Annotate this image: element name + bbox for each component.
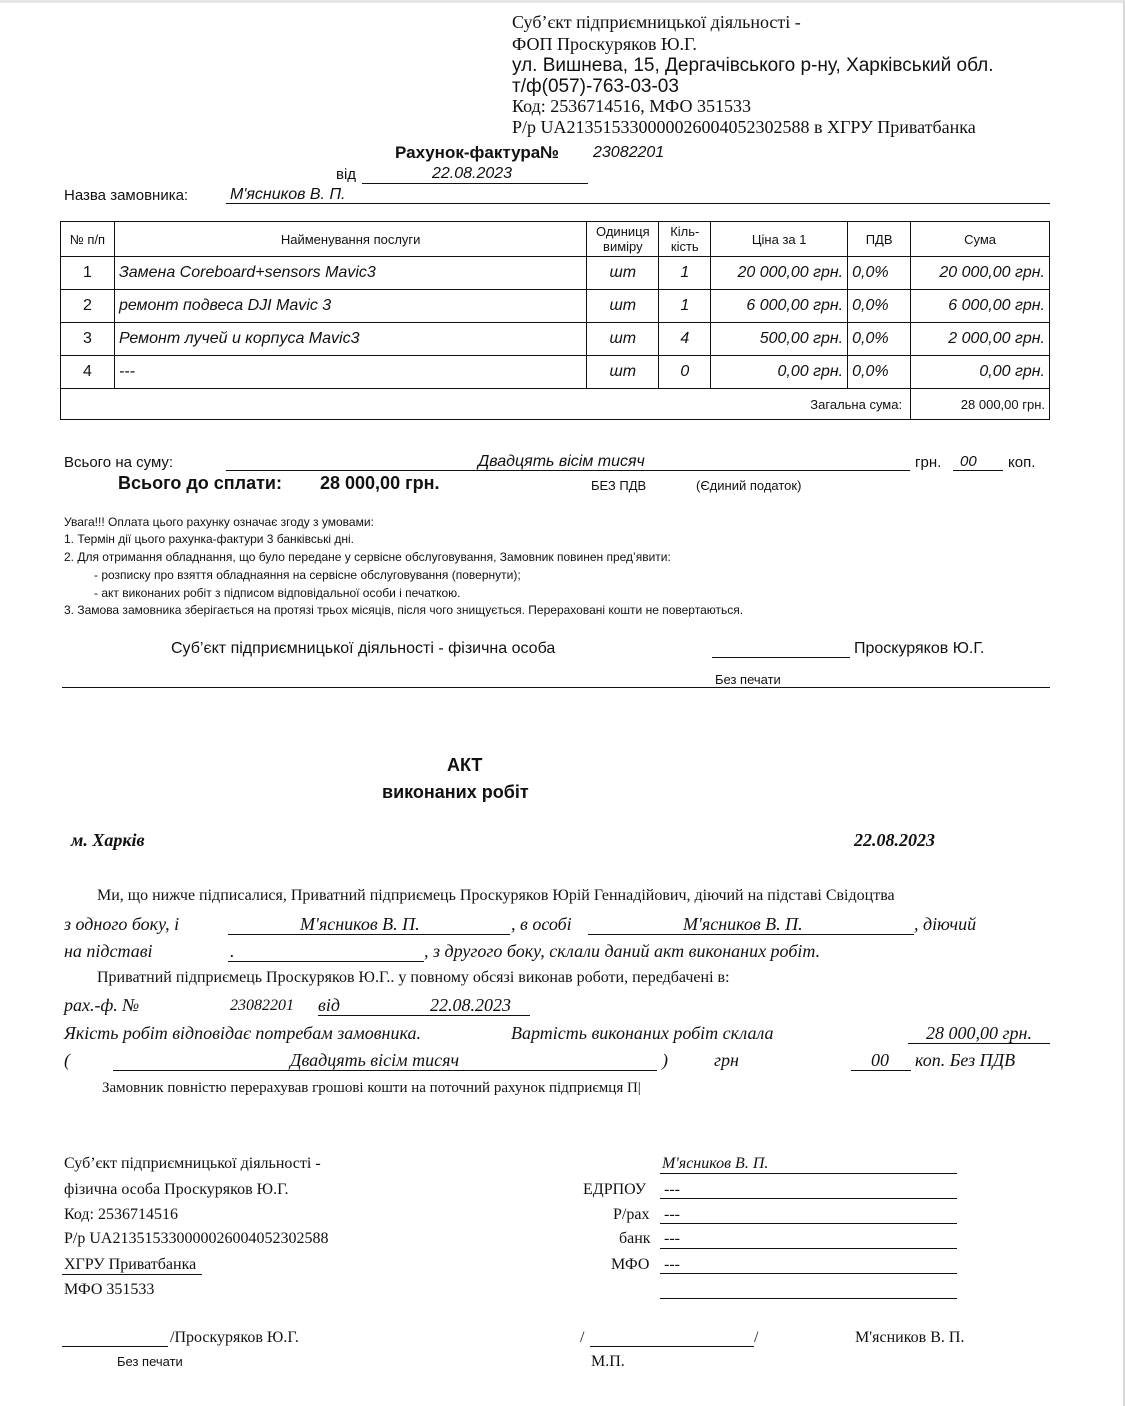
signature-entity: Суб’єкт підприємницької діяльності - фізична особа: [171, 640, 556, 657]
terms-line: 3. Замова замовника зберігається на протязі трьох місяців, після чого знищується. Перераховані кошти не повертаються.: [64, 603, 744, 617]
invoice-date: 22.08.2023: [432, 165, 513, 182]
mfo-label: МФО: [611, 1256, 650, 1273]
customer-sign-slash-right: /: [754, 1329, 759, 1346]
act-invoice-from: від: [318, 995, 340, 1015]
act-basis-value: .: [230, 941, 235, 961]
act-city: м. Харків: [71, 830, 145, 850]
invoice-title: Рахунок-фактура№: [395, 143, 560, 162]
act-in-person: , в особі: [511, 914, 572, 934]
invoice-date-underline: [362, 183, 588, 184]
table-row: [61, 356, 1050, 389]
act-paragraph-4: Приватний підприємець Проскуряков Ю.Г.. у повному обсязі виконав роботи, передбачені в:: [97, 969, 730, 986]
mfo-value: ---: [664, 1256, 680, 1273]
row-vat: 0,0%: [848, 290, 911, 323]
stamp-place: М.П.: [591, 1353, 625, 1370]
terms-line: - акт виконаних робіт з підписом відповідальної особи і печаткою.: [94, 586, 461, 600]
act-kop-underline: [851, 1070, 911, 1071]
act-paid: Замовник повністю перерахував грошові кошти на поточний рахунок підприємця П|: [102, 1080, 641, 1096]
act-basis-underline: [228, 961, 424, 962]
act-subtitle: виконаних робіт: [382, 782, 529, 802]
col-header-qty-1: Кіль-: [670, 224, 700, 239]
executor-signature-name: /Проскуряков Ю.Г.: [170, 1329, 299, 1346]
act-invoice-label: рах.-ф. №: [64, 995, 140, 1015]
sum-words-underline: [226, 470, 910, 471]
row-vat: 0,0%: [848, 257, 911, 290]
row-vat: 0,0%: [848, 356, 911, 389]
col-header-number: № п/п: [61, 222, 115, 257]
act-grn: грн: [714, 1050, 739, 1070]
invoice-number: 23082201: [593, 144, 665, 161]
sum-kop-underline: [953, 470, 1003, 471]
executor-line: МФО 351533: [64, 1281, 155, 1298]
edrpou-label: ЕДРПОУ: [583, 1181, 647, 1198]
executor-no-stamp: Без печати: [117, 1354, 183, 1369]
executor-line: ХГРУ Приватбанка: [64, 1256, 197, 1273]
header-address: ул. Вишнева, 15, Дергачівського р-ну, Харківський обл.: [512, 55, 994, 76]
row-unit: шт: [587, 257, 659, 290]
row-service: Замена Coreboard+sensors Mavic3: [114, 257, 586, 290]
signature-name: Проскуряков Ю.Г.: [854, 640, 985, 657]
invoice-table: [60, 221, 1050, 420]
row-sum: 0,00 грн.: [911, 356, 1050, 389]
table-row: [61, 323, 1050, 356]
act-cost-underline: [908, 1043, 1050, 1044]
act-paragraph-3: , з другого боку, склали даний акт виконаних робіт.: [424, 941, 821, 961]
col-header-name: Найменування послуги: [114, 222, 586, 257]
row-sum: 2 000,00 грн.: [911, 323, 1050, 356]
row-service: ---: [114, 356, 586, 389]
row-qty: 1: [659, 290, 711, 323]
invoice-date-label: від: [336, 166, 357, 183]
row-vat: 0,0%: [848, 323, 911, 356]
row-unit: шт: [587, 356, 659, 389]
sum-words: Двадцять вісім тисяч: [478, 453, 645, 470]
row-price: 6 000,00 грн.: [711, 290, 848, 323]
row-qty: 0: [659, 356, 711, 389]
act-close-paren: ): [662, 1050, 668, 1070]
total-value: 28 000,00 грн.: [911, 389, 1050, 420]
executor-bank-underline: [62, 1274, 202, 1275]
act-date: 22.08.2023: [854, 830, 935, 850]
table-total-row: [61, 389, 1050, 420]
section-divider: [62, 687, 1050, 688]
customer-label: Назва замовника:: [64, 187, 189, 204]
col-header-sum: Сума: [911, 222, 1050, 257]
customer-name: М'ясников В. П.: [230, 186, 346, 203]
header-code: Код: 2536714516, МФО 351533: [512, 96, 751, 116]
customer-signature-name: М'ясников В. П.: [855, 1329, 965, 1346]
executor-line: Суб’єкт підприємницької діяльності -: [64, 1155, 321, 1172]
act-words: Двадцять вісім тисяч: [290, 1050, 460, 1070]
act-words-underline: [113, 1070, 657, 1071]
act-customer-name: М'ясников В. П.: [300, 914, 420, 934]
row-price: 20 000,00 грн.: [711, 257, 848, 290]
top-edge: [0, 0, 1125, 3]
act-side-one: з одного боку, і: [64, 914, 180, 934]
customer-sign-slash-left: /: [580, 1329, 585, 1346]
row-service: Ремонт лучей и корпуса Mavic3: [114, 323, 586, 356]
sum-label: Всього на суму:: [64, 454, 174, 471]
edrpou-underline: [660, 1198, 957, 1199]
executor-line: фізична особа Проскуряков Ю.Г.: [64, 1181, 289, 1198]
executor-line: Код: 2536714516: [64, 1206, 178, 1223]
bank-value: ---: [664, 1230, 680, 1247]
customer-details-name: М'ясников В. П.: [662, 1155, 769, 1172]
single-tax: (Єдиний податок): [696, 478, 802, 493]
act-invoice-number: 23082201: [230, 997, 294, 1014]
col-header-unit: [587, 222, 659, 257]
row-price: 0,00 грн.: [711, 356, 848, 389]
act-cost: 28 000,00 грн.: [926, 1023, 1032, 1043]
act-kop-text: коп. Без ПДВ: [915, 1050, 1016, 1070]
row-number: 1: [61, 257, 115, 290]
act-acting: , діючий: [914, 914, 977, 934]
pay-label: Всього до сплати:: [118, 473, 282, 493]
executor-line: Р/р UA213515330000026004052302588: [64, 1230, 329, 1247]
row-sum: 20 000,00 грн.: [911, 257, 1050, 290]
col-header-unit-2: виміру: [603, 239, 643, 254]
total-label: Загальна сума:: [61, 389, 911, 420]
bank-label: банк: [619, 1230, 651, 1247]
no-stamp: Без печати: [715, 672, 781, 687]
row-qty: 4: [659, 323, 711, 356]
row-number: 3: [61, 323, 115, 356]
sum-grn: грн.: [915, 454, 942, 471]
act-invoice-underline: [318, 1015, 530, 1016]
customer-underline: [226, 203, 1050, 204]
bank-underline: [660, 1248, 957, 1249]
act-basis-label: на підставі: [64, 941, 153, 961]
header-phone: т/ф(057)-763-03-03: [512, 76, 679, 97]
col-header-price: Ціна за 1: [711, 222, 848, 257]
table-header-row: [61, 222, 1050, 257]
signature-line: [712, 657, 850, 658]
col-header-qty-2: кість: [670, 239, 699, 254]
col-header-vat: ПДВ: [848, 222, 911, 257]
row-unit: шт: [587, 323, 659, 356]
no-vat: БЕЗ ПДВ: [591, 478, 647, 493]
table-row: [61, 290, 1050, 323]
terms-line: 1. Термін дії цього рахунка-фактури 3 банківські дні.: [64, 532, 354, 546]
row-service: ремонт подвеса DJI Mavic 3: [114, 290, 586, 323]
row-qty: 1: [659, 257, 711, 290]
row-price: 500,00 грн.: [711, 323, 848, 356]
header-account: Р/р UA213515330000026004052302588 в ХГРУ Приватбанка: [512, 117, 976, 137]
act-paragraph-1: Ми, що нижче підписалися, Приватний підприємець Проскуряков Юрій Геннадійович, діючий на підставі Свідоцтва: [97, 887, 895, 904]
customer-signature-line: [590, 1346, 754, 1347]
act-customer-underline: [228, 934, 510, 935]
row-sum: 6 000,00 грн.: [911, 290, 1050, 323]
col-header-unit-1: Одиниця: [596, 224, 650, 239]
edrpou-value: ---: [664, 1181, 680, 1198]
act-title: АКТ: [447, 755, 483, 775]
table-row: [61, 257, 1050, 290]
account-label: Р/рах: [613, 1206, 650, 1223]
sum-kop-value: 00: [960, 453, 977, 470]
act-cost-label: Вартість виконаних робіт склала: [511, 1023, 774, 1043]
row-number: 4: [61, 356, 115, 389]
row-unit: шт: [587, 290, 659, 323]
header-line1: Суб’єкт підприємницької діяльності -: [512, 12, 801, 32]
executor-signature-line: [62, 1346, 168, 1347]
account-value: ---: [664, 1206, 680, 1223]
terms-line: Увага!!! Оплата цього рахунку означає згоду з умовами:: [64, 515, 374, 529]
col-header-qty: [659, 222, 711, 257]
customer-name-underline: [660, 1173, 957, 1174]
terms-line: - розписку про взяття обладнаяння на сервісне обслуговування (повернути);: [94, 568, 521, 582]
pay-value: 28 000,00 грн.: [320, 473, 440, 493]
act-invoice-date: 22.08.2023: [430, 995, 511, 1015]
act-person-underline: [588, 934, 914, 935]
act-open-paren: (: [64, 1050, 70, 1070]
account-underline: [660, 1223, 957, 1224]
extra-underline: [660, 1298, 957, 1299]
mfo-underline: [660, 1273, 957, 1274]
act-quality: Якість робіт відповідає потребам замовника.: [64, 1023, 421, 1043]
act-kop-value: 00: [871, 1050, 889, 1070]
sum-kop: коп.: [1008, 454, 1036, 471]
row-number: 2: [61, 290, 115, 323]
terms-line: 2. Для отримання обладнання, що було передане у сервісне обслуговування, Замовник повинен пред’явити:: [64, 550, 671, 564]
header-line2: ФОП Проскуряков Ю.Г.: [512, 34, 697, 54]
act-person-name: М'ясников В. П.: [683, 914, 803, 934]
